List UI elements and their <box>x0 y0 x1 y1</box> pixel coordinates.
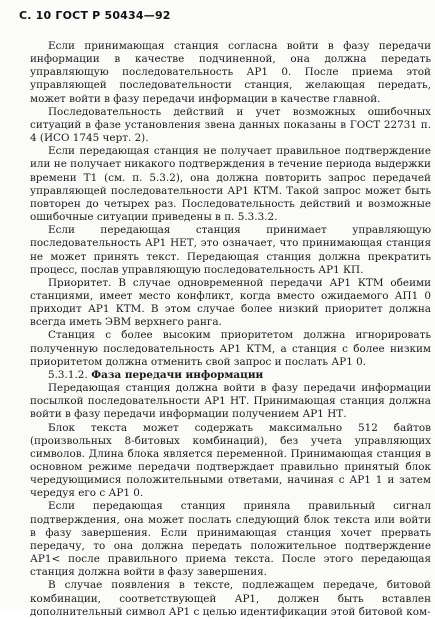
section-title: Фаза передачи информации <box>91 368 264 381</box>
page-body <box>30 40 431 619</box>
paragraph: Если передающая станция принимает управляющую последовательность АР1 НЕТ, это означает, что принимающая станция не может принять текст. Передающая станция должна прекратить процесс, послав управляющую последовательность АР1 КП. <box>30 224 431 276</box>
paragraph: Последовательность действий и учет возможных ошибочных ситуаций в фазе установления звена данных показаны в ГОСТ 22731 п. 4 (ИСО 1745 черт. 2). <box>30 105 431 145</box>
section-number: 5.3.1.2. <box>48 368 88 381</box>
paragraph: Передающая станция должна войти в фазу передачи информации посылкой последовательности АР1 НТ. Принимающая станция должна войти в фазу передачи информации получением АР1 НТ. <box>30 382 431 421</box>
paragraph: Станция с более высоким приоритетом должна игнорировать полученную последовательность АР1 КТМ, а станция с более низким приоритетом должна отменить свой запрос и послать АР1 0. <box>30 329 431 368</box>
paragraph: В случае появления в тексте, подлежащем передаче, битовой комбинации, соответствующей АР1, должен быть вставлен дополнительный символ АР1 с целью идентификации этой битовой ком- <box>30 579 431 618</box>
paragraph: Если передающая станция приняла правильный сигнал подтверждения, она может послать следующий блок текста или войти в фазу завершения. Если принимающая станция хочет прервать передачу, то она должна передать положительное подтверждение АР1< после правильного приема текста. После этого передающая станция должна войти в фазу завершения. <box>30 500 431 579</box>
paragraph: Если принимающая станция согласна войти в фазу передачи информации в качестве подчиненной, она должна передать управляющую последовательность АР1 0. После приема этой управляющей последовательности станция, желающая передать, может войти в фазу передачи информации в качестве главной. <box>30 40 431 105</box>
section-heading <box>30 369 431 382</box>
paragraph: Если передающая станция не получает правильное подтверждение или не получает никакого подтверждения в течение периода выдержки времени Т1 (см. п. 5.3.2), она должна повторить запрос передачей управляющей последовательности АР1 КТМ. Такой запрос может быть повторен до четырех раз. Последовательность действий и возможные ошибочные ситуации приведены в п. 5.3.3.2. <box>30 145 431 224</box>
paragraph: Блок текста может содержать максимально 512 байтов (произвольных 8-битовых комбинаций), без учета управляющих символов. Длина блока является переменной. Принимающая станция в основном режиме передачи подтверждает правильно принятый блок чередующимися положительными ответами, начиная с АР1 1 и затем чередуя его с АР1 0. <box>30 421 431 500</box>
page-header: С. 10 ГОСТ Р 50434—92 <box>19 9 171 22</box>
paragraph: Приоритет. В случае одновременной передачи АР1 КТМ обеими станциями, имеет место конфликт, когда вместо ожидаемого АП1 0 приходит АР1 КТМ. В этом случае более низкий приоритет должна всегда иметь ЭВМ верхнего ранга. <box>30 276 431 329</box>
